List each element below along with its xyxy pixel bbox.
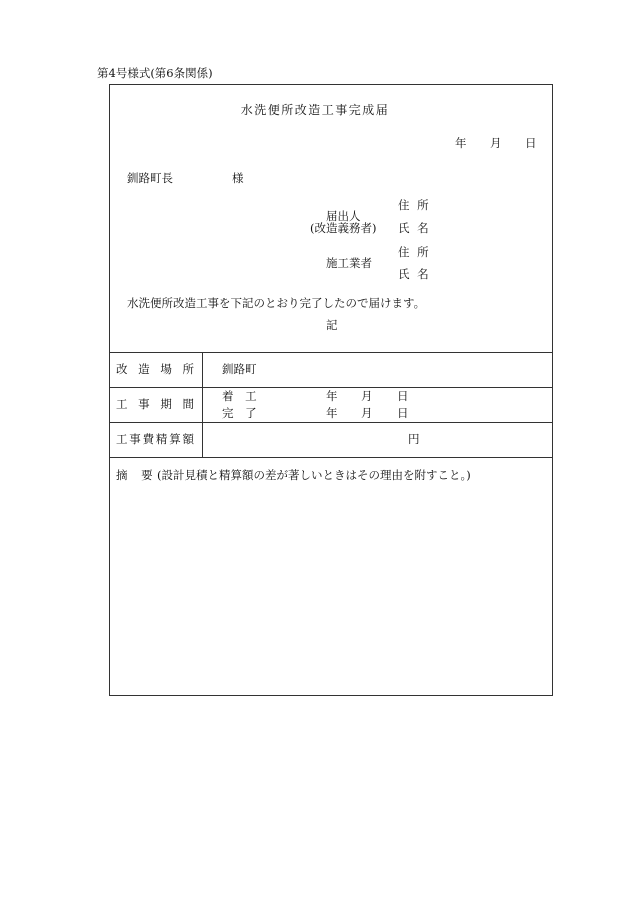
remarks-label: 摘 要 bbox=[116, 468, 153, 482]
addressee-name: 釧路町長 bbox=[127, 171, 173, 185]
applicant-label: 届出人 bbox=[326, 209, 361, 223]
row-rule-1 bbox=[109, 387, 553, 388]
period-end-year: 年 bbox=[326, 406, 338, 420]
period-end-day: 日 bbox=[397, 406, 409, 420]
period-end-label: 完 了 bbox=[222, 406, 257, 420]
label-column-rule bbox=[202, 352, 203, 457]
period-label: 工 事 期 間 bbox=[116, 397, 194, 411]
row-rule-3 bbox=[109, 457, 553, 458]
contractor-label: 施工業者 bbox=[326, 256, 372, 270]
completion-statement: 水洗便所改造工事を下記のとおり完了したので届けます。 bbox=[127, 296, 426, 310]
table-top-rule bbox=[109, 352, 553, 353]
location-label: 改 造 場 所 bbox=[116, 362, 194, 376]
applicant-sublabel: (改造義務者) bbox=[310, 221, 377, 235]
form-title: 水洗便所改造工事完成届 bbox=[240, 103, 390, 117]
cost-unit: 円 bbox=[408, 432, 420, 446]
ki-label: 記 bbox=[326, 318, 338, 332]
date-month: 月 bbox=[490, 136, 502, 150]
remarks-note: (設計見積と精算額の差が著しいときはその理由を附すこと。) bbox=[157, 468, 471, 482]
period-start-day: 日 bbox=[397, 389, 409, 403]
contractor-address-label: 住 所 bbox=[398, 245, 429, 259]
period-end-month: 月 bbox=[361, 406, 373, 420]
location-value: 釧路町 bbox=[222, 362, 257, 376]
applicant-address-label: 住 所 bbox=[398, 198, 429, 212]
date-year: 年 bbox=[455, 136, 467, 150]
period-start-label: 着 工 bbox=[222, 389, 257, 403]
cost-label: 工事費精算額 bbox=[116, 432, 194, 446]
row-rule-2 bbox=[109, 422, 553, 423]
period-start-month: 月 bbox=[361, 389, 373, 403]
date-day: 日 bbox=[525, 136, 537, 150]
contractor-name-label: 氏 名 bbox=[398, 267, 429, 281]
form-number-label: 第4号様式(第6条関係) bbox=[97, 66, 213, 80]
addressee-suffix: 様 bbox=[232, 171, 244, 185]
applicant-name-label: 氏 名 bbox=[398, 221, 429, 235]
period-start-year: 年 bbox=[326, 389, 338, 403]
